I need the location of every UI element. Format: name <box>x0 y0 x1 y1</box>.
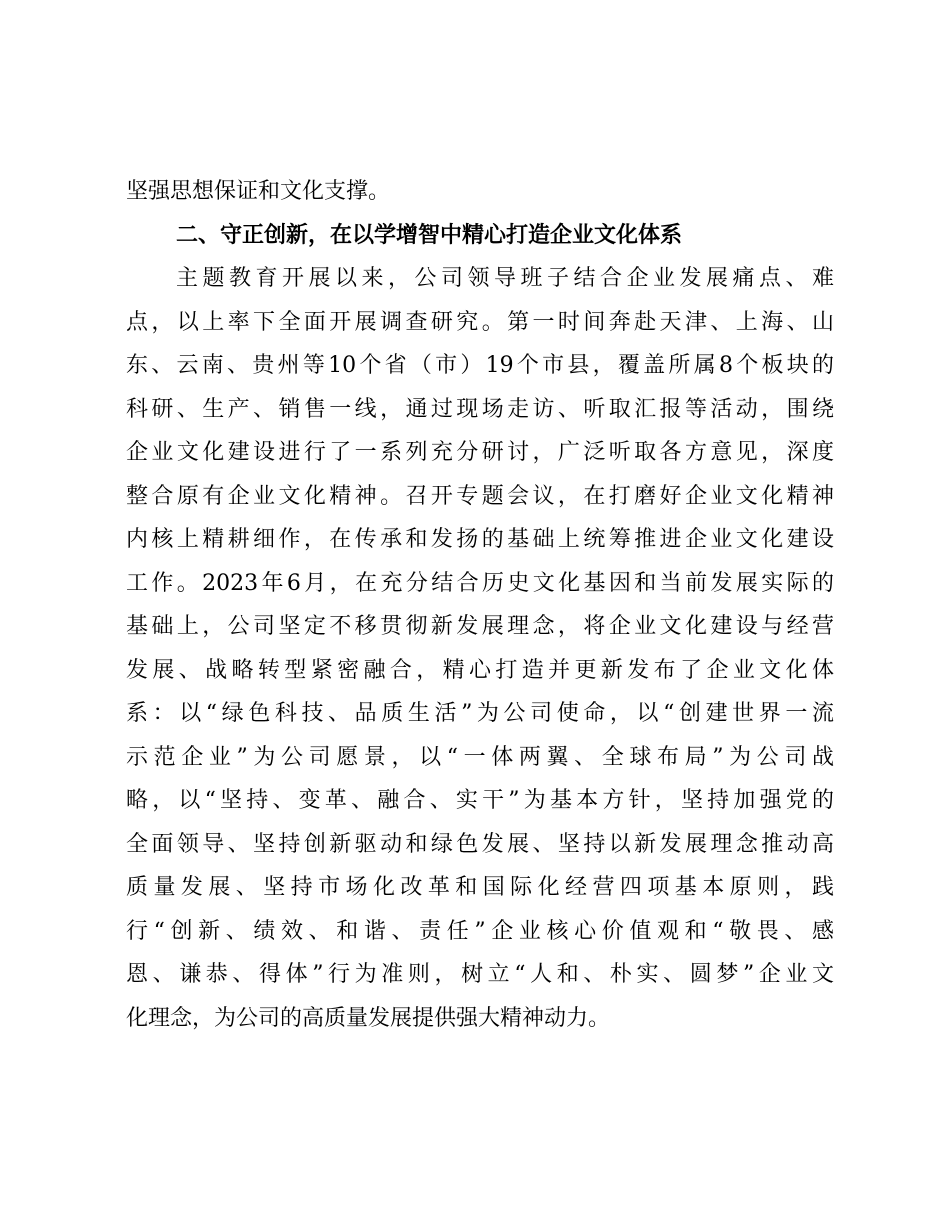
paragraph-line: 主题教育开展以来，公司领导班子结合企业发展痛点、难 <box>176 266 834 291</box>
paragraph-line: 化理念，为公司的高质量发展提供强大精神动力。 <box>126 1005 611 1031</box>
paragraph-line: 科研、生产、销售一线，通过现场走访、听取汇报等活动，围绕 <box>126 396 834 422</box>
paragraph-line: 内核上精耕细作，在传承和发扬的基础上统筹推进企业文化建设 <box>126 527 834 552</box>
paragraph-line: 行“创新、绩效、和谐、责任”企业核心价值观和“敬畏、感 <box>126 918 834 944</box>
paragraph-line: 企业文化建设进行了一系列充分研讨，广泛听取各方意见，深度 <box>126 440 834 465</box>
paragraph-line: 质量发展、坚持市场化改革和国际化经营四项基本原则，践 <box>126 875 834 900</box>
section-heading: 二、守正创新，在以学增智中精心打造企业文化体系 <box>176 222 683 248</box>
document-body <box>126 170 834 1040</box>
paragraph-line: 略，以“坚持、变革、融合、实干”为基本方针，坚持加强党的 <box>126 788 834 813</box>
paragraph-line: 示范企业”为公司愿景，以“一体两翼、全球布局”为公司战 <box>126 744 834 770</box>
paragraph-line: 恩、谦恭、得体”行为准则，树立“人和、朴实、圆梦”企业文 <box>126 962 834 987</box>
paragraph-line: 点，以上率下全面开展调查研究。第一时间奔赴天津、上海、山 <box>126 309 834 335</box>
paragraph-line: 全面领导、坚持创新驱动和绿色发展、坚持以新发展理念推动高 <box>126 831 834 857</box>
body-paragraph <box>126 257 834 1040</box>
paragraph-line: 东、云南、贵州等10个省（市）19个市县，覆盖所属8个板块的 <box>126 353 834 378</box>
paragraph-line: 发展、战略转型紧密融合，精心打造并更新发布了企业文化体 <box>126 657 834 683</box>
paragraph-line: 整合原有企业文化精神。召开专题会议，在打磨好企业文化精神 <box>126 483 834 509</box>
intro-line: 坚强思想保证和文化支撑。 <box>126 179 391 204</box>
paragraph-line: 基础上，公司坚定不移贯彻新发展理念，将企业文化建设与经营 <box>126 614 834 639</box>
paragraph-line: 工作。2023年6月，在充分结合历史文化基因和当前发展实际的 <box>126 570 834 596</box>
paragraph-line: 系：以“绿色科技、品质生活”为公司使命，以“创建世界一流 <box>126 701 834 726</box>
